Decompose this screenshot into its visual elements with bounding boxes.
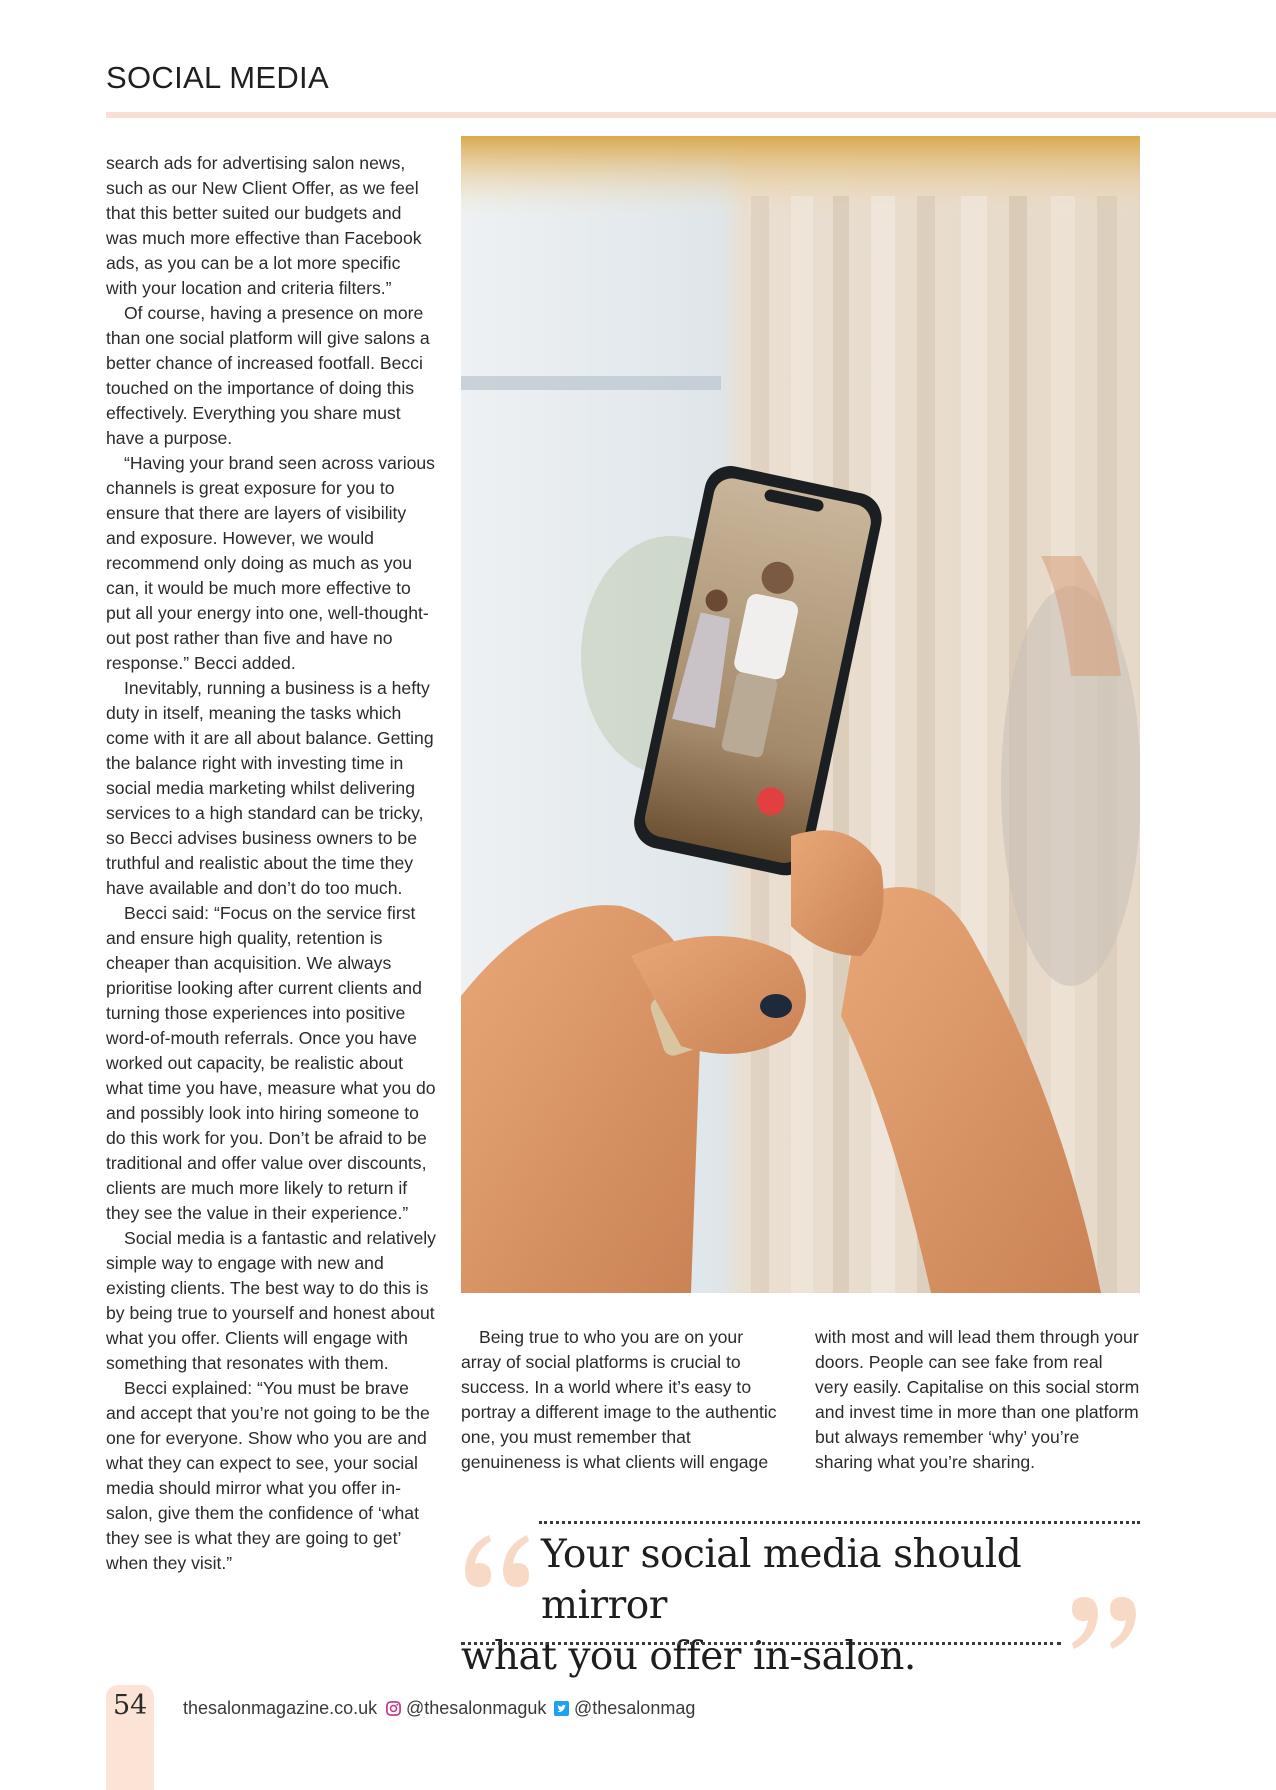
paragraph: Social media is a fantastic and relatively simple way to engage with new and existing clients. The best way to do this is by being true to yourself and honest about what you offer. Clients will engage with something that resonates with them. (106, 1228, 436, 1373)
pull-quote (461, 1521, 1140, 1679)
paragraph: Inevitably, running a business is a hefty duty in itself, meaning the tasks which come with it are all about balance. Getting the balance right with investing time in social media marketing whilst delivering services to a high standard can be tricky, so Becci advises business owners to be truthful and realistic about the time they have available and don’t do too much. (106, 678, 434, 898)
page-number: 54 (113, 1690, 148, 1721)
paragraph: with most and will lead them through your doors. People can see fake from real very easily. Capitalise on this social storm and invest time in more than one platform but always remember ‘why’ you’re sharing what you’re sharing. (815, 1327, 1140, 1472)
article-middle-column (461, 1325, 783, 1475)
pull-quote-text (461, 1529, 1101, 1682)
pull-quote-line2: what you offer in-salon. (461, 1634, 916, 1679)
pull-quote-bottom-rule (461, 1642, 1061, 1645)
footer-website-link[interactable]: thesalonmagazine.co.uk (183, 1698, 378, 1718)
paragraph: Becci said: “Focus on the service first and ensure high quality, retention is cheaper than acquisition. We always prioritise looking after current clients and turning those experiences into positive word-of-mouth referrals. Once you have worked out capacity, be realistic about what time you have, measure what you do and possibly look into hiring someone to do this work for you. Don’t be afraid to be traditional and offer value over discounts, clients are much more likely to return if they see the value in their experience.” (106, 903, 436, 1223)
pull-quote-line1: Your social media should mirror (541, 1532, 1022, 1628)
footer-instagram-handle: @thesalonmaguk (406, 1698, 547, 1718)
photo-hands-filming-phone (461, 136, 1140, 1293)
article-right-column (815, 1325, 1140, 1475)
twitter-icon (554, 1701, 569, 1716)
footer-twitter-link[interactable] (554, 1698, 695, 1719)
section-title: SOCIAL MEDIA (106, 60, 329, 95)
footer-instagram-link[interactable] (386, 1698, 546, 1719)
close-quote-icon (1070, 1591, 1142, 1655)
title-rule (106, 112, 1276, 118)
article-left-column (106, 151, 436, 1576)
paragraph: Being true to who you are on your array of social platforms is crucial to success. In a world where it’s easy to portray a different image to the authentic one, you must remember that genuineness is what clients will engage (461, 1327, 777, 1472)
paragraph: Of course, having a presence on more than one social platform will give salons a better chance of increased footfall. Becci touched on the importance of doing this effectively. Everything you share must have a purpose. (106, 303, 430, 448)
footer-twitter-handle: @thesalonmag (574, 1698, 696, 1718)
instagram-icon (386, 1701, 401, 1716)
paragraph: Becci explained: “You must be brave and accept that you’re not going to be the one for everyone. Show who you are and what they can expect to see, your social media should mirror what you offer in-salon, give them the confidence of ‘what they see is what they are going to get’ when they visit.” (106, 1378, 430, 1573)
paragraph: “Having your brand seen across various channels is great exposure for you to ensure that there are layers of visibility and exposure. However, we would recommend only doing as much as you can, it would be much more effective to put all your energy into one, well-thought-out post rather than five and have no response.” Becci added. (106, 453, 435, 673)
paragraph: search ads for advertising salon news, such as our New Client Offer, as we feel that this better suited our budgets and was much more effective than Facebook ads, as you can be a lot more specific with your location and criteria filters.” (106, 153, 422, 298)
pull-quote-top-rule (539, 1521, 1140, 1524)
